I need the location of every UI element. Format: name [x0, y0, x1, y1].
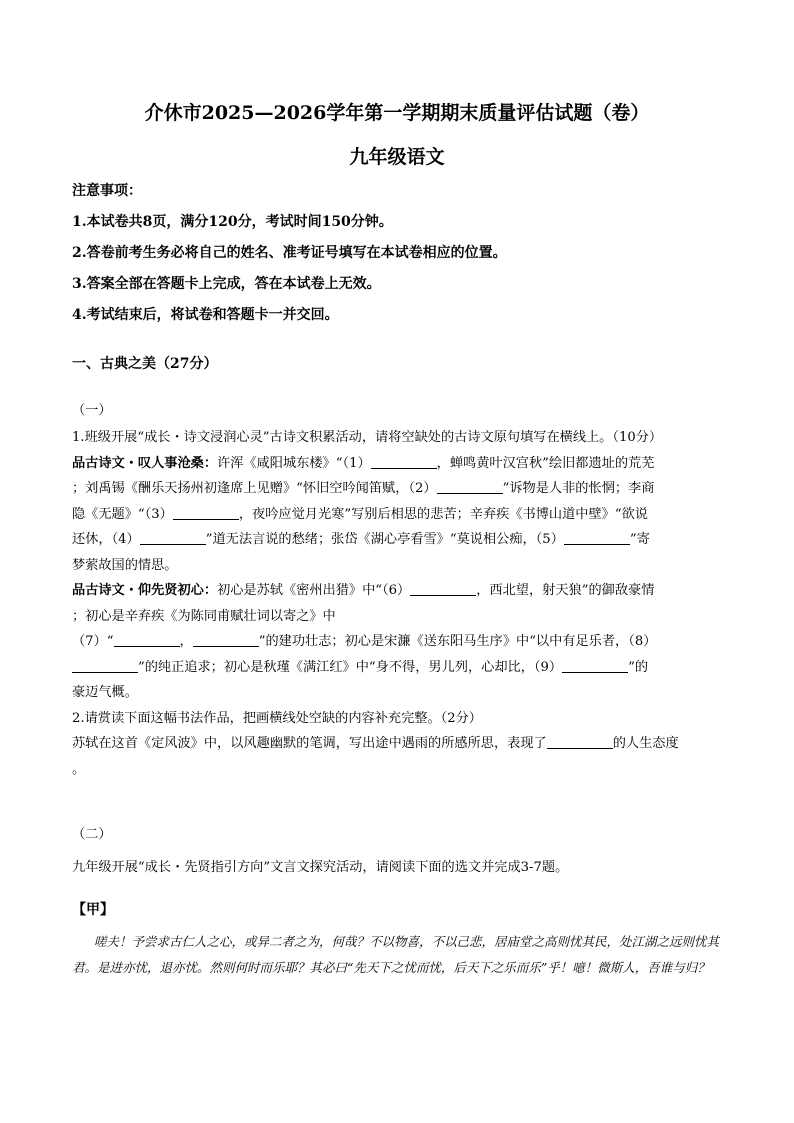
note-item-4: 4.考试结束后，将试卷和答题卡一并交回。	[72, 307, 339, 323]
question-1-line	[72, 502, 722, 528]
answer-blank-7a[interactable]	[114, 632, 180, 647]
question-1-line	[72, 629, 722, 655]
question-2-line	[72, 731, 722, 757]
text-run: 隐《无题》“（3）	[72, 506, 173, 522]
question-2-line: 。	[72, 761, 86, 777]
question-1	[72, 425, 722, 782]
text-run: ”的建功壮志；初心是宋濂《送东阳马生序》中“以中有足乐者，（8）	[258, 634, 657, 649]
text-run: ，蝉鸣黄叶汉宫秋”绘旧都遗址的荒芜	[436, 455, 655, 471]
section-label-b: 品古诗文・仰先贤初心：	[72, 583, 218, 598]
question-1-line	[72, 451, 722, 477]
text-run: ，夜吟应觉月光寒”写别后相思的悲苦；辛弃疾《书博山道中壁》“欲说	[238, 506, 648, 522]
text-run: ”的纯正追求；初心是秋瑾《满江红》中“身不得，男儿列，心却比，（9）	[138, 659, 563, 675]
note-item-1: 1.本试卷共8页，满分120分，考试时间150分钟。	[72, 214, 393, 230]
question-1-line	[72, 578, 722, 604]
answer-blank-4[interactable]	[140, 530, 206, 545]
text-run: 苏轼在这首《定风波》中，以风趣幽默的笔调，写出途中遇雨的所感所思，表现了	[72, 736, 547, 751]
answer-blank-5[interactable]	[564, 530, 630, 545]
question-1-line: 豪迈气概。	[72, 685, 138, 700]
part-two-label: （二）	[72, 827, 112, 842]
answer-blank-6[interactable]	[410, 581, 476, 596]
passage-jia-label: 【甲】	[72, 902, 114, 918]
question-1-line	[72, 476, 722, 502]
note-item-2: 2.答卷前考生务必将自己的姓名、准考证号填写在本试卷相应的位置。	[72, 245, 507, 261]
answer-blank-8[interactable]	[72, 658, 138, 673]
answer-blank-q2[interactable]	[547, 734, 613, 749]
passage-jia-text: 嗟夫！予尝求古仁人之心，或异二者之为，何哉？不以物喜，不以己悲，居庙堂之高则忧其民，处江湖之远则忧其君。是进亦忧，退亦忧。然则何时而乐耶？其必曰“先天下之忧而忧，后天下之乐而乐”乎！噫！微斯人，吾谁与归？	[72, 934, 720, 975]
question-1-intro: 1.班级开展“成长・诗文浸润心灵”古诗文积累活动，请将空缺处的古诗文原句填写在横线上。（10分）	[72, 430, 663, 445]
question-1-line: 梦萦故国的情思。	[72, 557, 178, 573]
text-run: （7）“	[72, 634, 114, 649]
text-run: ，	[179, 634, 193, 649]
question-1-line	[72, 527, 722, 553]
text-run: ”的	[628, 659, 649, 675]
text-run: 的人生态度	[612, 736, 679, 751]
text-run: 初心是苏轼《密州出猎》中“（6）	[217, 583, 411, 598]
part-two-intro: 九年级开展“成长・先贤指引方向”文言文探究活动，请阅读下面的选文并完成3-7题。	[72, 860, 569, 875]
part-one-label: （一）	[72, 403, 112, 418]
answer-blank-7b[interactable]	[193, 632, 259, 647]
exam-title: 介休市2025—2026学年第一学期期末质量评估试题（卷）	[144, 102, 650, 124]
answer-blank-9[interactable]	[562, 658, 628, 673]
answer-blank-2[interactable]	[437, 479, 503, 494]
note-item-3: 3.答案全部在答题卡上完成，答在本试卷上无效。	[72, 276, 381, 292]
question-1-line	[72, 655, 722, 681]
text-run: ，西北望，射天狼”的御敌豪情	[476, 583, 655, 598]
notes-heading: 注意事项：	[72, 183, 142, 199]
text-run: ”寄	[629, 532, 650, 547]
question-2-intro: 2.请赏读下面这幅书法作品，把画横线处空缺的内容补充完整。（2分）	[72, 710, 482, 726]
text-run: ”道无法言说的愁绪；张岱《湖心亭看雪》“莫说相公痴，（5）	[205, 532, 564, 547]
section-label-a: 品古诗文・叹人事沧桑：	[72, 455, 218, 471]
section-heading: 一、古典之美（27分）	[72, 356, 218, 372]
text-run: ”诉物是人非的怅惘；李商	[502, 481, 655, 496]
text-run: 许浑《咸阳城东楼》“（1）	[217, 455, 371, 471]
answer-blank-1[interactable]	[371, 454, 437, 469]
exam-subtitle: 九年级语文	[349, 146, 445, 168]
text-run: ；刘禹锡《酬乐天扬州初逢席上见赠》“怀旧空吟闻笛赋，（2）	[72, 481, 437, 496]
question-1-line: ；初心是辛弃疾《为陈同甫赋壮词以寄之》中	[72, 608, 336, 624]
text-run: 还休，（4）	[72, 532, 140, 547]
answer-blank-3[interactable]	[173, 505, 239, 520]
